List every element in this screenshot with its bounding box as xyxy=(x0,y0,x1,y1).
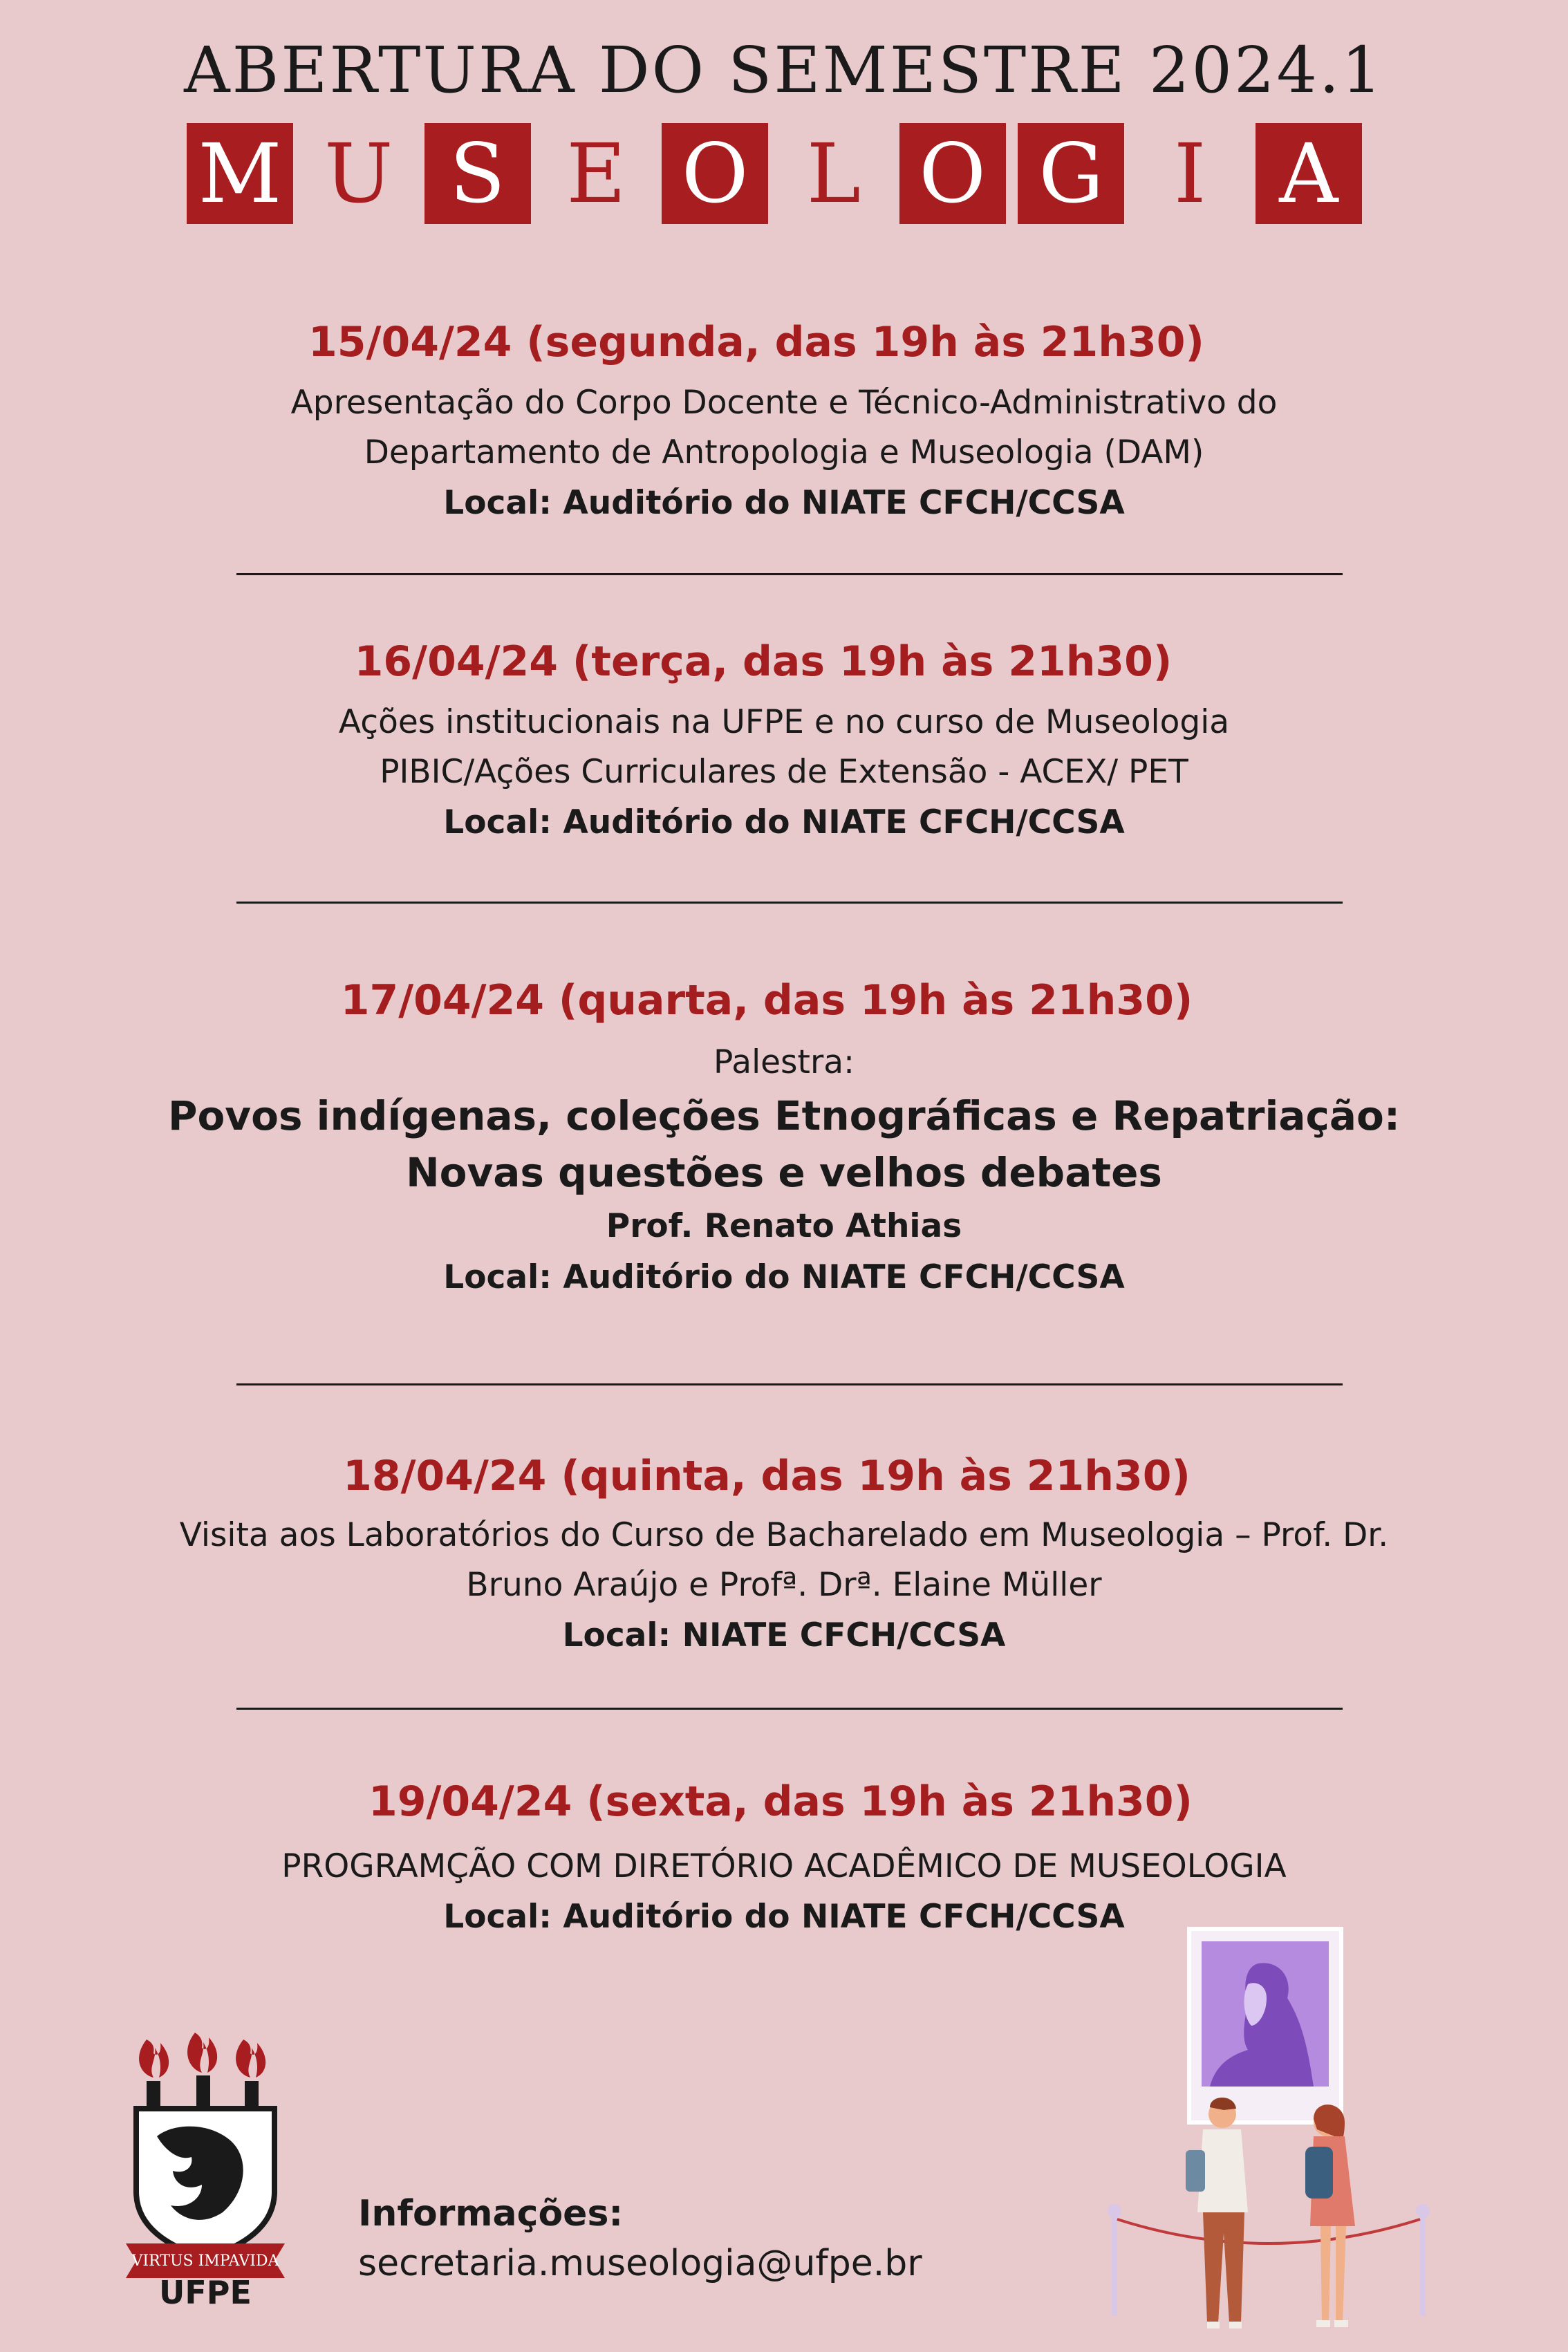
event-date: 18/04/24 (quinta, das 19h às 21h30) xyxy=(343,1452,1191,1500)
logo-motto: VIRTUS IMPAVIDA xyxy=(131,2252,279,2270)
divider xyxy=(236,1708,1343,1710)
banner-letter: A xyxy=(1256,123,1362,224)
event-location: Local: NIATE CFCH/CCSA xyxy=(562,1616,1006,1654)
banner-letter: G xyxy=(1018,123,1124,224)
event-description-line: Apresentação do Corpo Docente e Técnico-Administrativo do xyxy=(290,384,1278,422)
event-date: 16/04/24 (terça, das 19h às 21h30) xyxy=(354,637,1173,686)
event-date: 17/04/24 (quarta, das 19h às 21h30) xyxy=(340,976,1193,1025)
event-date: 19/04/24 (sexta, das 19h às 21h30) xyxy=(368,1777,1193,1826)
divider xyxy=(236,902,1343,904)
banner-letter: L xyxy=(806,126,861,221)
event-19-04 xyxy=(0,1774,1568,1943)
event-date: 15/04/24 (segunda, das 19h às 21h30) xyxy=(308,318,1204,366)
info-label: Informações: xyxy=(358,2193,624,2234)
event-18-04 xyxy=(0,1448,1568,1661)
museum-visitors-illustration xyxy=(1106,1922,1438,2337)
logo-name: UFPE xyxy=(159,2274,252,2309)
divider xyxy=(236,1383,1343,1385)
event-location: Local: Auditório do NIATE CFCH/CCSA xyxy=(443,484,1125,522)
banner-letter: S xyxy=(424,123,531,224)
talk-title-line: Povos indígenas, coleções Etnográficas e Repatriação: xyxy=(167,1092,1401,1139)
banner-letter: I xyxy=(1173,126,1206,221)
banner-letter: O xyxy=(662,123,768,224)
event-location: Local: Auditório do NIATE CFCH/CCSA xyxy=(443,1258,1125,1296)
banner-letter: M xyxy=(187,123,293,224)
divider xyxy=(236,573,1343,575)
event-15-04 xyxy=(0,315,1568,529)
event-description-line: Bruno Araújo e Profª. Drª. Elaine Müller xyxy=(466,1566,1102,1604)
banner-letter: U xyxy=(324,126,393,221)
banner-letter: E xyxy=(566,126,626,221)
event-17-04 xyxy=(0,973,1568,1303)
event-description-line: Departamento de Antropologia e Museologia (DAM) xyxy=(364,433,1204,472)
event-description-line: PIBIC/Ações Curriculares de Extensão - ACEX/ PET xyxy=(380,753,1188,791)
museologia-banner xyxy=(187,123,1362,224)
event-description-line: PROGRAMÇÃO COM DIRETÓRIO ACADÊMICO DE MUSEOLOGIA xyxy=(281,1847,1287,1885)
contact-email[interactable]: secretaria.museologia@ufpe.br xyxy=(358,2243,922,2284)
page-title: ABERTURA DO SEMESTRE 2024.1 xyxy=(184,33,1384,107)
event-16-04 xyxy=(0,634,1568,848)
event-location: Local: Auditório do NIATE CFCH/CCSA xyxy=(443,1898,1125,1936)
ufpe-logo xyxy=(119,2019,292,2309)
event-description-line: Visita aos Laboratórios do Curso de Bacharelado em Museologia – Prof. Dr. xyxy=(179,1516,1389,1554)
talk-kind: Palestra: xyxy=(713,1043,855,1081)
talk-title-line: Novas questões e velhos debates xyxy=(406,1149,1162,1196)
event-location: Local: Auditório do NIATE CFCH/CCSA xyxy=(443,803,1125,841)
talk-speaker: Prof. Renato Athias xyxy=(606,1207,962,1245)
event-description-line: Ações institucionais na UFPE e no curso de Museologia xyxy=(338,703,1230,741)
banner-letter: O xyxy=(899,123,1006,224)
